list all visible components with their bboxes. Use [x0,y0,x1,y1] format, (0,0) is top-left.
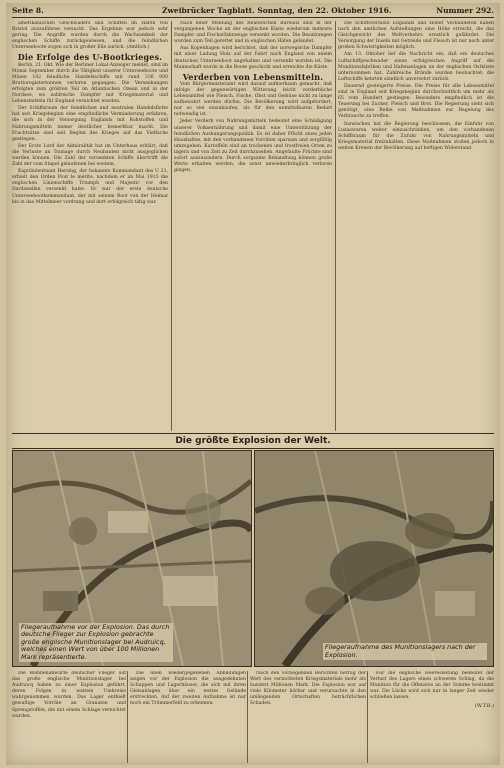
page-number-left: Seite 8. [12,6,44,15]
column-divider [171,21,172,431]
photo-caption-after: Fliegeraufnahme des Munitionslagers nach der Explosion. [323,643,487,660]
column-divider [247,671,248,763]
aerial-photo-after [254,450,494,667]
article-paragraph: Nach den vorliegenden Berichten betrug der Wert des vernichteten Kriegsmaterials mehr als hundert Millionen Mark. Die Explosion war auf viele Kilometer hörbar und verursachte in den umliegenden Ortschaften beträchtlichen Schaden. [250,671,366,707]
article-heading-lebensmittel: Verderben von Lebensmitteln. [182,71,324,82]
column-1 [12,21,168,431]
article-paragraph: Vom Bürgermeisteramt wird darauf aufmerksam gemacht, daß infolge der gegenwärtigen Witterung leicht verderbliche Lebensmittel wie Fleisch, Fische, Obst und Gemüse nicht zu lange aufbewahrt werden dürfen. Die Bevölkerung wird aufgefordert, nur so viel einzukaufen, als für den unmittelbaren Bedarf notwendig ist. [174,81,332,118]
article-paragraph: Die Schiffsverluste Englands und seiner Verbündeten haben nach den amtlichen Aufstellungen eine Höhe erreicht, die das Gleichgewicht des Weltverkehrs ernstlich gefährdet. Die Versorgung der Inseln mit Getreide und Fleisch ist nur noch unter großen Schwierigkeiten möglich. [338,21,494,51]
agency-signature: (W.T.B.) [474,703,494,710]
column-1-intro: amerikanischen Geschwaders und Schiffen im Hafen von Bristol auszuführen versucht. Das Ergebnis war jedoch sehr gering. Die Angriffe wurden durch die Wachsamkeit der englischen Schiffe zurückgewiesen, und die feindlichen Unterseeboote zogen sich in großer Eile zurück. (Amtlich.) [12,21,168,51]
article-paragraph: Kapitänleutnant Hersing, der bekannte Kommandant des U 21, erhielt den Orden Pour le mérite, nachdem er im Mai 1915 die englischen Linienschiffe Triumph und Majestic vor den Dardanellen versenkt hatte. Er war der erste deutsche Unterseebootkommandant, der mit seinem Boot von der Heimat bis in das Mittelmeer vordrang und dort erfolgreich tätig war. [12,169,168,205]
photo-caption-before: Fliegeraufnahme vor der Explosion. Das durch deutsche Flieger zur Explosion gebrachte große englische Munitionslager bei Audruicq, welches einen Wert von über 100 Millionen Mark repräsentierte. [19,623,173,662]
article-paragraph: Nach einer Meldung des Reuterschen Bureaus sind in der vergangenen Woche an der englischen Küste wiederum mehrere Dampfer und Fischerfahrzeuge versenkt worden. Die Besatzungen wurden zum Teil gerettet und in englischen Häfen gelandet. [174,21,332,45]
column-divider [127,671,128,763]
article-paragraph: Inzwischen hat die Regierung beschlossen, die Einfuhr von Luxuswaren weiter einzuschränken, um den vorhandenen Schiffsraum für die Zufuhr von Nahrungsmitteln und Kriegsmaterial freizuhalten. Diese Maßnahmen stoßen jedoch in weiten Kreisen der Bevölkerung auf heftigen Widerstand. [338,121,494,151]
page-header [12,5,494,18]
newspaper-page [6,3,500,765]
article-paragraph: Dauernd gesteigerte Preise. Die Preise für alle Lebensmittel sind in England seit Kriegsbeginn durchschnittlich um mehr als 65 vom Hundert gestiegen. Besonders empfindlich ist die Teuerung bei Zucker, Fleisch und Brot. Die Regierung sieht sich genötigt, eine Reihe von Maßnahmen zur Regelung des Verbrauchs zu treffen. [338,83,494,120]
column-divider [367,671,368,763]
article-paragraph: Der Erste Lord der Admiralität hat im Unterhaus erklärt, daß die Verluste an Tonnage durch Neubauten nicht ausgeglichen werden können. Die Zahl der versenkten Schiffe übertrifft die Zahl der vom Stapel gelaufenen bei weitem. [12,143,168,168]
issue-number: Nummer 292. [436,6,494,15]
article-paragraph: Die Bombenabwürfe deutscher Flieger auf das große englische Munitionslager bei Audruicq haben zu einer Explosion geführt, deren Folgen in weitem Umkreise wahrgenommen wurden. Das Lager enthielt gewaltige Vorräte an Granaten und Sprengstoffen, die mit einem Schlage vernichtet wurden. [12,671,126,719]
article-paragraph: Der Schiffsraum der feindlichen und neutralen Handelsflotte hat seit Kriegsbeginn eine empfindliche Verminderung erfahren, die sich in der Versorgung Englands mit Rohstoffen und Nahrungsmitteln immer deutlicher bemerkbar macht. Die Frachtsätze sind seit Beginn des Krieges auf das Vielfache gestiegen. [12,106,168,142]
article-paragraph: Jeder Verderb von Nahrungsmitteln bedeutet eine Schädigung unserer Volksernährung und damit eine Unterstützung der feindlichen Aushungerungspolitik. Es ist daher Pflicht eines jeden Haushaltes, mit den vorhandenen Vorräten sparsam und sorgfältig umzugehen. Kartoffeln sind an trockenen und frostfreien Orten zu lagern und von Zeit zu Zeit durchzusehen. Angefaulte Früchte sind sofort auszusondern. Durch sorgsame Behandlung können große Werte erhalten werden, die sonst unwiederbringlich verloren gingen. [174,119,332,174]
masthead-date: Zweibrücker Tagblatt. Sonntag, den 22. Oktober 1916. [162,6,392,15]
bottom-column-3 [250,671,366,763]
bottom-column-4 [370,671,494,763]
photo-section-title: Die größte Explosion der Welt. [12,433,494,449]
article-heading-u-boot: Die Erfolge des U-Bootkrieges. [17,52,163,63]
article-paragraph: Berlin, 21. Okt. Wie der Berliner Lokal-Anzeiger meldet, sind im Monat September durch die Tätigkeit unserer Unterseeboote und Minen 182 feindliche Handelsschiffe mit rund 336 000 Bruttoregistertonnen verloren gegangen. Die Versenkungen erfolgten zum größten Teil im Atlantischen Ozean und in der Nordsee, wo zahlreiche Dampfer mit Kriegsmaterial und Lebensmitteln für England vernichtet wurden. [12,62,168,105]
column-3 [338,21,494,431]
aerial-photo-after-image [255,451,493,666]
column-2 [174,21,332,431]
bottom-column-2 [130,671,246,763]
article-paragraph: Am 13. Oktober lief die Nachricht ein, daß ein deutsches Luftschiffgeschwader einen erfolgreichen Angriff auf die Munitionsfabriken und Hafenanlagen an der englischen Ostküste unternommen hat. Zahlreiche Brände wurden beobachtet; die Luftschiffe kehrten sämtlich unversehrt zurück. [338,52,494,82]
bottom-column-1 [12,671,126,763]
article-paragraph: Für die englische Heeresleitung bedeutet der Verlust des Lagers einen schweren Schlag, da die Munition für die Offensive an der Somme bestimmt war. Die Lücke wird sich nur in langer Zeit wieder schließen lassen. [370,671,494,701]
column-divider [335,21,336,431]
aerial-photo-before [12,450,252,667]
article-paragraph: Die oben wiedergegebenen Abbildungen zeigen vor der Explosion die ausgedehnten Schuppen und Lagerhäuser, die sich mit ihren Gleisanlagen über ein weites Gelände erstreckten. Auf der zweiten Aufnahme ist nur noch ein Trümmerfeld zu erkennen. [130,671,246,707]
article-paragraph: Aus Kopenhagen wird berichtet, daß der norwegische Dampfer mit einer Ladung Holz auf der Fahrt nach England von einem deutschen Unterseeboot angehalten und versenkt worden ist. Die Mannschaft wurde in die Boote geschickt und erreichte die Küste. [174,46,332,70]
